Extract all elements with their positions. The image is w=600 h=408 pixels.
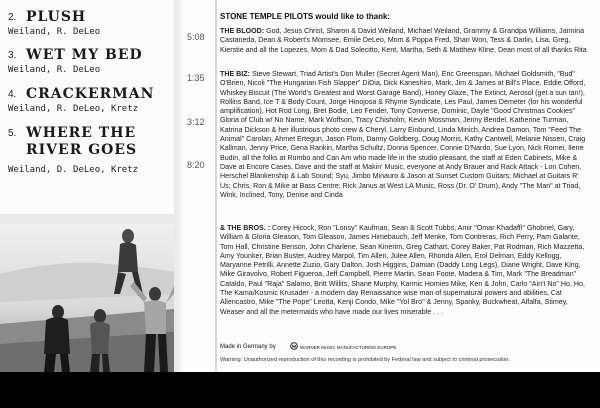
track-number: 3.: [8, 50, 17, 61]
copyright-warning: Warning: Unauthorized reproduction of this recording is prohibited by Federal law and subject to criminal prosecution.: [220, 357, 510, 363]
band-photo: [0, 214, 174, 372]
track-number: 2.: [8, 12, 17, 23]
track-time: 8:20: [187, 160, 205, 170]
track-authors: Weiland, D. DeLeo, Kretz: [8, 165, 139, 175]
fold-shadow: [174, 0, 182, 372]
tracklist-panel: [0, 0, 174, 372]
biz-label: THE BIZ:: [220, 70, 250, 78]
thanks-panel: [220, 0, 594, 372]
track-time: 1:35: [187, 73, 205, 83]
made-in-text: Made in Germany by: [220, 344, 276, 350]
track-title: WHERE THE: [26, 125, 137, 141]
bros-paragraph: [220, 224, 590, 317]
biz-paragraph: [220, 70, 590, 200]
blood-paragraph: [220, 27, 590, 55]
track-authors: Weiland, R. DeLeo, Kretz: [8, 104, 139, 114]
track-title: WET MY BED: [26, 47, 143, 63]
fold-line: [215, 0, 217, 372]
bros-label: & THE BROS. :: [220, 224, 271, 232]
blood-text: God, Jesus Christ, Sharon & David Weiland, Michael Weiland, Grammy & Grandpa Williams, Jannina Castaneda, Dean & Robert's Momsee, Emile DeLeo, Mom & Poppa Fred, Shari Won, Tess & Darlin, Lisa, Greg, Kierstie and all the Lopezes, Mom & Dad Solecitto, Kent, Martha, Seth & Matthew Kline, Dean most of all thanks Rita: [220, 27, 587, 54]
band-photo-image: [0, 214, 174, 372]
biz-text: Steve Stewart, Triad Artist's Don Muller (Secret Agent Man), Eric Greenspan, Michael Goldsmith, "Bud" O'Brien, Nicoli "The Hungarian Fish Slapper" DiDia, Dick Kaneshiro, Mark, Jim & James at Bill's Place, Eddie Offord, Whiskey Biscuit (The World's Greatest and Worst Garage Band), Honey Glaze, The Extinct, Aerosol (get a sun tan!), Rollins Band, Ice T & Body Count, Jorge Hinojosa & Rhyme Syndicate, Les Paul, James Demeter (for his wonderful amplification), Hot Rod Long, Bret Bodie, Leo Fender, Tony Converse, Dominic, Dayle "Good Christmas Cookies" Gloria of Club w/ No Name, Mark Woffson, Tracy Chisholm, Kevin Mossman, Jenny Bendel, Katherine Turman, Katrina Dickson & her illustrious photo crew & Cheryl, Larry Einbund, Linda Minich, Andrea Damon, Tom "Feed The Animal" Carolan, Ahmet Ertegun, Jason Flom, Danny Goldberg, Doug Morris, Kathy Cantwell, Melanie Nissen, Craig Kallman, Jenny Price, Gena Rankin, Martha Schultz, Donna Spencer, Connie D'Nardo, Sue Lyon, Nick Romei, Ilene Budin, all the folks at Rumbo and Can Am who made life in the studio pleasant, the staff at Eden Cabinets, Mike & Dave at Encore Cases, Dave and the staff at Makin' Music, everyone at Andy Brauer and Rack Attack - Lon Cohen, Herschel Blankenship & Lab Sound; Syu, Jimbo Minauro & Jason at Sunset Custom Guitars; Michael at Guitars R' Us; Chris, Ron & Mike at Bass Centre; Rick Janus at West LA Music, Ross (Dr. O' Drum), Andy "The Man" at Triad, Wink, Inclined, Tony, Denise and Cinda: [220, 70, 586, 199]
blood-label: THE BLOOD:: [220, 27, 265, 35]
track-times-column: [182, 0, 216, 372]
track-authors: Weiland, R. DeLeo: [8, 27, 101, 37]
track-title: PLUSH: [26, 9, 87, 25]
warner-logo-icon: [290, 342, 298, 350]
track-time: 3:12: [187, 117, 205, 127]
track-time: 5:08: [187, 32, 205, 42]
manufacturer-label: WARNER MUSIC MANUFACTURING EUROPE: [300, 345, 397, 350]
bros-text: Corey Hicock, Ron "Lonsy" Kaufman, Sean & Scott Tubbs, Amir "Omar Khadaffi" Ghobriel, Gary, William & Gloria Gleason, Tom Gleason, James Himebauch, Jeff Menke, Tom Contreras, Rich Perry, Pam Galante, Tom Hall, Christine Benson, John Charlene, Sean Kinerim, Greg Cathart, Corey Baker, Pat Rodman, Rich Mazzetta, Amy Younker, Brian Buster, Audrey Marpol, Tim Allen, Julee Allen, Rhonda Allen, Erol Delman, Eddy Kellogg, Maryanne Petrilli, Annette Zuzio, Gary Dalton, Josh Higgins, Damian (Daddy Long Legs), Diane Wright, Dave King, Mike Giravolvo, Robert Figueroa, Jeff Campbell, Pierre Martin, Sean Foote, Madera & Tim, Mark "The Breadman" Cataldo, Paul "Raja" Salamo, Britt Willits, Shane Murphy, Karmic Homies Mike, Ken & John, Carlo "Ain't No" Ho, Ho, The Kama/Kosmic Krusader - a modern day Renaissance wise man of supernatural powers and abilities, Cat Allencastro, Mike "The Pope" Leotta, Kenji Condo, Mike "Yol Bro" & Jenny, Spanky, Buckwheat, Alfalfa, Stimey, Weaser and all the metermaids who have made our lives miserable . . .: [220, 224, 585, 316]
track-authors: Weiland, R. DeLeo: [8, 65, 101, 75]
track-number: 4.: [8, 89, 17, 100]
track-number: 5.: [8, 128, 17, 139]
track-title-line2: RIVER GOES: [26, 142, 138, 158]
thanks-heading: STONE TEMPLE PILOTS would like to thank:: [220, 12, 391, 21]
track-title: CRACKERMAN: [26, 86, 155, 102]
